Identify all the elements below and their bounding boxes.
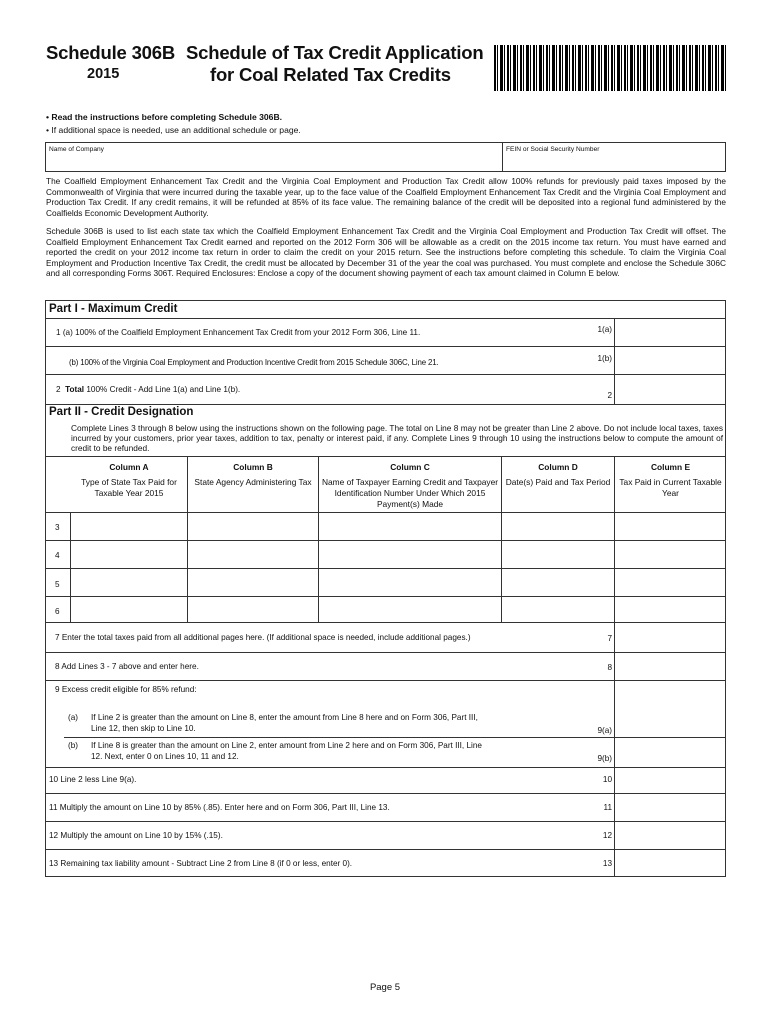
line-11-amount-field[interactable] bbox=[615, 794, 725, 820]
row-3-fields[interactable] bbox=[71, 513, 725, 539]
line-9b-label: (b) bbox=[68, 741, 79, 750]
form-title-line2: for Coal Related Tax Credits bbox=[210, 64, 451, 85]
line-12-amount-field[interactable] bbox=[615, 822, 725, 848]
instruction-bullet-1: • Read the instructions before completing Schedule 306B. bbox=[46, 112, 283, 122]
line-10-text: 10 Line 2 less Line 9(a). bbox=[49, 775, 137, 784]
page-number: Page 5 bbox=[369, 982, 401, 993]
column-e-desc: Tax Paid in Current Taxable Year bbox=[619, 477, 722, 498]
line-10-ref: 10 bbox=[602, 775, 612, 784]
line-9a-ref: 9(a) bbox=[597, 726, 612, 735]
line-9b-amount-field[interactable] bbox=[615, 738, 725, 766]
line-1b-ref: 1(b) bbox=[597, 354, 612, 363]
line-2-number: 2 bbox=[56, 385, 61, 394]
intro-paragraph-1: The Coalfield Employment Enhancement Tax Credit and the Virginia Coal Employment and Production Tax Credit allow 100% refunds for previously paid taxes imposed by the Commonwealth of Virginia that were incurred during the taxable year, up to the face value of the Coalfield Employment Enhancement Tax Credit and the Virginia Coal Employment and Production Tax Credit. If any credit remains, it will be refunded at 85% of its face value. The remaining balance of the credit will be deposited into a regional fund administered by the Coalfields Economic Development Authority. bbox=[46, 176, 726, 218]
row-5-number: 5 bbox=[55, 580, 60, 589]
line-1b-text: (b) 100% of the Virginia Coal Employment and Production Incentive Credit from 2015 Schedule 306C, Line 21. bbox=[69, 358, 439, 367]
column-d-head: Column D bbox=[538, 462, 578, 472]
line-11-text: 11 Multiply the amount on Line 10 by 85% (.85). Enter here and on Form 306, Part III, Line 13. bbox=[49, 803, 390, 812]
column-c-desc: Name of Taxpayer Earning Credit and Taxpayer Identification Number Under Which 2015 Payment(s) Made bbox=[321, 477, 499, 509]
line-2-row bbox=[56, 385, 240, 394]
row-4-number: 4 bbox=[55, 551, 60, 560]
line-7-text: 7 Enter the total taxes paid from all additional pages here. (If additional space is needed, include additional pages.) bbox=[55, 633, 471, 642]
line-9a-text-2: Line 12, then skip to Line 10. bbox=[91, 724, 196, 733]
company-info-box bbox=[45, 142, 726, 172]
row-6-number: 6 bbox=[55, 607, 60, 616]
line-9b-ref: 9(b) bbox=[597, 754, 612, 763]
line-13-ref: 13 bbox=[602, 859, 612, 868]
line-8-text: 8 Add Lines 3 - 7 above and enter here. bbox=[55, 662, 199, 671]
line-8-amount-field[interactable] bbox=[615, 653, 725, 679]
line-9a-text-1: If Line 2 is greater than the amount on Line 8, enter the amount from Line 8 here and on Form 306, Part III, bbox=[91, 713, 478, 722]
divider bbox=[502, 143, 503, 171]
barcode-image bbox=[494, 45, 726, 91]
line-9b-text-1: If Line 8 is greater than the amount on Line 2, enter amount from Line 2 here and on Form 306, Part III, Line bbox=[91, 741, 482, 750]
line-11-ref: 11 bbox=[603, 803, 612, 812]
line-2-bold: Total bbox=[65, 385, 85, 394]
part2-heading: Part II - Credit Designation bbox=[49, 406, 194, 418]
row-6-fields[interactable] bbox=[71, 597, 725, 621]
part2-intro: Complete Lines 3 through 8 below using the instructions shown on the following page. The total on Line 8 may not be greater than Line 2 above. Do not include local taxes, taxes incurred by your customers, prior year taxes, addition to tax, penalty or interest paid, if any. Complete Lines 9 through 10 using the instructions below to compute the amount of credit to be refunded. bbox=[71, 423, 723, 453]
line-1a-amount-field[interactable] bbox=[615, 319, 725, 345]
company-name-label: Name of Company bbox=[49, 146, 104, 153]
line-1a-text: 1 (a) 100% of the Coalfield Employment Enhancement Tax Credit from your 2012 Form 306, Line 11. bbox=[56, 328, 421, 337]
line-2-text: 100% Credit - Add Line 1(a) and Line 1(b). bbox=[86, 385, 241, 394]
row-4-fields[interactable] bbox=[71, 541, 725, 567]
fein-label: FEIN or Social Security Number bbox=[506, 146, 600, 153]
column-b-head: Column B bbox=[233, 462, 273, 472]
line-12-text: 12 Multiply the amount on Line 10 by 15% (.15). bbox=[49, 831, 223, 840]
column-d-desc: Date(s) Paid and Tax Period bbox=[505, 477, 611, 487]
row-3-number: 3 bbox=[55, 523, 60, 532]
column-b-desc: State Agency Administering Tax bbox=[194, 477, 312, 487]
company-name-field[interactable] bbox=[50, 155, 500, 171]
line-13-text: 13 Remaining tax liability amount - Subtract Line 2 from Line 8 (if 0 or less, enter 0). bbox=[49, 859, 353, 868]
line-2-amount-field[interactable] bbox=[615, 375, 725, 403]
line-7-ref: 7 bbox=[607, 634, 612, 643]
line-9a-label: (a) bbox=[68, 713, 79, 722]
schedule-number: Schedule 306B bbox=[46, 42, 176, 63]
column-e-head: Column E bbox=[650, 462, 691, 472]
line-13-amount-field[interactable] bbox=[615, 850, 725, 876]
line-7-amount-field[interactable] bbox=[615, 623, 725, 651]
line-1b-amount-field[interactable] bbox=[615, 347, 725, 373]
column-c-head: Column C bbox=[390, 462, 430, 472]
line-12-ref: 12 bbox=[602, 831, 612, 840]
tax-year: 2015 bbox=[87, 66, 120, 82]
fein-field[interactable] bbox=[506, 155, 721, 171]
line-2-ref: 2 bbox=[607, 391, 612, 400]
divider bbox=[45, 456, 726, 457]
part1-heading: Part I - Maximum Credit bbox=[49, 303, 178, 315]
divider bbox=[45, 404, 726, 405]
divider bbox=[45, 680, 726, 681]
column-a-desc: Type of State Tax Paid for Taxable Year 2015 bbox=[81, 477, 177, 498]
column-a-head: Column A bbox=[109, 462, 149, 472]
intro-paragraph-2: Schedule 306B is used to list each state tax which the Coalfield Employment Enhancement Tax Credit and the Virginia Coal Employment and Production Tax Credit will offset. The Coalfield Employment Enhancement Tax Credit earned and reported on the 2012 Form 306 will be allowable as a credit on the 2015 income tax return. You must have earned and reported the credit on your 2012 income tax return in order to claim the credit on your 2015 return. See the instructions before completing this schedule. To claim the Virginia Coal Employment and Production Incentive Tax Credit, the credit must be allocated by December 31 of the year the coal was purchased. You must complete and enclose the Schedule 306C and all corresponding Forms 306T. Required Enclosures: Enclose a copy of the document showing payment of each tax amount claimed in Column E below. bbox=[46, 226, 726, 279]
line-9b-text-2: 12. Next, enter 0 on Lines 10, 11 and 12. bbox=[91, 752, 239, 761]
line-8-ref: 8 bbox=[607, 663, 612, 672]
instruction-bullet-2: • If additional space is needed, use an additional schedule or page. bbox=[46, 125, 301, 135]
line-10-amount-field[interactable] bbox=[615, 768, 725, 792]
line-1a-ref: 1(a) bbox=[597, 325, 612, 334]
line-9-text: 9 Excess credit eligible for 85% refund: bbox=[55, 685, 197, 694]
form-title-line1: Schedule of Tax Credit Application bbox=[186, 42, 484, 63]
row-5-fields[interactable] bbox=[71, 569, 725, 595]
line-9a-amount-field[interactable] bbox=[615, 706, 725, 736]
